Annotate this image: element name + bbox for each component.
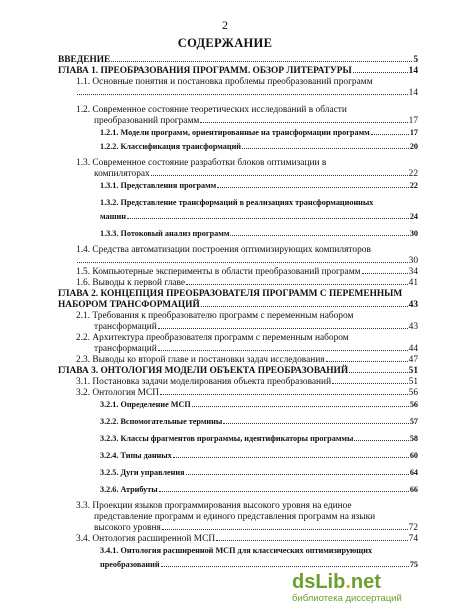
toc-page-number: 44 [408,344,418,354]
toc-entry[interactable] [58,278,418,289]
toc-leader-dots [158,350,408,351]
toc-leader-dots [192,406,409,407]
toc-entry-text: 1.3.3. Потоковый анализ программ [100,229,230,238]
toc-entry-text: 1.3.1. Представления программ [100,181,217,190]
toc-entry-text: 1.5. Компьютерные эксперименты в области преобразований программ [76,267,361,277]
toc-leader-dots [332,383,408,384]
toc-entry-text: преобразований [100,560,160,569]
toc-entry-text: 3.2.6. Атрибуты [100,485,158,494]
toc-entry-text: 1.2.1. Модели программ, ориентированные на трансформации программ [100,128,370,137]
toc-entry-text: трансформаций [94,344,157,354]
toc-leader-dots [77,262,408,263]
logo-brand: dsLib [292,571,346,593]
logo-dot: . [345,571,351,593]
toc-entry[interactable] [58,467,418,478]
toc-entry-text: высокого уровня [94,523,161,533]
toc-entry[interactable] [58,433,418,444]
toc-entry-text: 2.1. Требования к преобразователю программ с переменным набором [76,311,354,321]
toc-entry[interactable] [58,450,418,461]
toc-entry-text: 1.3. Современное состояние разработки блоков оптимизации в [76,158,327,168]
toc-entry-text: 3.1. Постановка задачи моделирования объекта преобразований [76,377,332,387]
toc-leader-dots [201,306,408,307]
toc-entry-text: машин [100,212,126,221]
toc-entry[interactable] [58,377,418,388]
toc-page-number: 75 [409,560,418,569]
toc-entry[interactable] [58,127,418,138]
toc-entry[interactable] [58,501,418,512]
toc-entry-text: 1.2.2. Классификация трансформаций [100,142,242,151]
toc-leader-dots [200,122,407,123]
toc-entry[interactable] [58,300,418,311]
toc-page-number: 72 [408,523,418,533]
toc-page-number: 14 [408,88,418,98]
toc-entry[interactable] [58,169,418,180]
toc-entry-text: 3.2.3. Классы фрагментов программы, идентификаторы программы [100,434,354,443]
toc-entry[interactable] [58,322,418,333]
toc-page-number: 20 [409,142,418,151]
toc-entry-text: 3.2.1. Определение МСП [100,400,191,409]
toc-entry-text: трансформаций [94,322,157,332]
toc-page-number: 14 [408,66,418,76]
toc-entry[interactable] [58,88,418,99]
toc-leader-dots [353,72,408,73]
toc-entry[interactable] [58,534,418,545]
toc-page-number: 41 [408,278,418,288]
toc-entry-text: 3.2.4. Типы данных [100,451,172,460]
logo-caption: библиотека диссертаций [292,593,402,604]
page-number: 2 [222,18,228,32]
toc-leader-dots [217,187,409,188]
toc-page-number: 24 [409,212,418,221]
toc-leader-dots [160,394,408,395]
toc-leader-dots [162,529,408,530]
toc-entry[interactable] [58,512,418,523]
table-of-contents [58,55,418,570]
toc-entry[interactable] [58,484,418,495]
toc-page-number: 43 [408,300,418,310]
toc-entry-text: ГЛАВА 2. КОНЦЕПЦИЯ ПРЕОБРАЗОВАТЕЛЯ ПРОГРАММ С ПЕРЕМЕННЫМ [58,289,403,299]
toc-entry-text: 3.2.2. Вспомогательные термины [100,417,223,426]
toc-page-number: 51 [408,366,418,376]
toc-leader-dots [127,218,409,219]
toc-page-number: 34 [408,267,418,277]
toc-page-number: 56 [408,388,418,398]
toc-leader-dots [230,235,408,236]
toc-entry-text: преобразований программ [94,116,200,126]
toc-entry-text: 3.3. Проекции языков программирования высокого уровня на единое [76,501,352,511]
toc-entry-text: 2.3. Выводы ко второй главе и постановки задач исследования [76,355,325,365]
toc-leader-dots [371,134,409,135]
toc-entry-text: 3.2.5. Дуги управления [100,468,185,477]
toc-entry-text: ГЛАВА 1. ПРЕОБРАЗОВАНИЯ ПРОГРАММ. ОБЗОР ЛИТЕРАТУРЫ [58,66,352,76]
toc-leader-dots [173,457,409,458]
toc-leader-dots [242,148,409,149]
toc-page-number: 58 [409,434,418,443]
toc-entry-text: компиляторах [94,169,150,179]
toc-entry[interactable] [58,66,418,77]
toc-page-number: 47 [408,355,418,365]
toc-page-number: 43 [408,322,418,332]
toc-entry-text: 1.6. Выводы к первой главе [76,278,186,288]
toc-page-number: 66 [409,485,418,494]
toc-entry[interactable] [58,105,418,116]
page-title: СОДЕРЖАНИЕ [177,36,273,50]
toc-entry[interactable] [58,289,418,300]
toc-entry[interactable] [58,180,418,191]
toc-entry[interactable] [58,559,418,570]
toc-entry-text: 2.2. Архитектура преобразователя программ с переменным набором [76,333,349,343]
toc-page-number: 56 [409,400,418,409]
logo-mark [292,572,450,592]
toc-entry[interactable] [58,245,418,256]
toc-entry[interactable] [58,344,418,355]
toc-entry-text: 1.1. Основные понятия и постановка проблемы преобразований программ [76,77,373,87]
toc-entry-text: представление программ и единого представления программ на языки [94,512,376,522]
toc-page-number: 57 [409,417,418,426]
toc-entry[interactable] [58,197,418,208]
toc-leader-dots [362,273,408,274]
toc-entry[interactable] [58,355,418,366]
toc-entry[interactable] [58,256,418,267]
toc-entry-text: НАБОРОМ ТРАНСФОРМАЦИЙ [58,300,200,310]
toc-page-number: 5 [413,55,418,65]
toc-leader-dots [186,284,408,285]
toc-entry[interactable] [58,158,418,169]
toc-leader-dots [223,423,409,424]
toc-page-number: 17 [409,128,418,137]
toc-entry[interactable] [58,267,418,278]
toc-entry[interactable] [58,366,418,377]
toc-leader-dots [354,440,408,441]
toc-page-number: 30 [408,256,418,266]
toc-leader-dots [151,175,408,176]
toc-entry[interactable] [58,141,418,152]
toc-entry[interactable] [58,523,418,534]
toc-page-number: 22 [408,169,418,179]
toc-page-number: 74 [408,534,418,544]
toc-page-number: 22 [409,181,418,190]
toc-entry-text: ГЛАВА 3. ОНТОЛОГИЯ МОДЕЛИ ОБЪЕКТА ПРЕОБРАЗОВАНИЙ [58,366,349,376]
toc-page-number: 51 [408,377,418,387]
toc-entry-text: ВВЕДЕНИЕ [58,55,111,65]
toc-entry[interactable] [58,399,418,410]
toc-page-number: 30 [409,229,418,238]
toc-entry[interactable] [58,333,418,344]
toc-leader-dots [216,540,407,541]
dslib-logo[interactable] [292,572,450,608]
toc-page-number: 17 [408,116,418,126]
toc-leader-dots [158,328,408,329]
toc-entry[interactable] [58,211,418,222]
logo-tld: net [350,571,381,593]
toc-entry-text: 3.2. Онтология МСП [76,388,159,398]
toc-page-number: 64 [409,468,418,477]
toc-entry[interactable] [58,116,418,127]
toc-leader-dots [349,372,407,373]
toc-entry[interactable] [58,545,418,556]
toc-leader-dots [186,474,409,475]
toc-entry[interactable] [58,55,418,66]
toc-entry-text: 3.4.1. Онтология расширенной МСП для классических оптимизирующих [100,546,373,555]
toc-leader-dots [161,566,409,567]
toc-entry[interactable] [58,228,418,239]
toc-entry[interactable] [58,77,418,88]
toc-page-number: 60 [409,451,418,460]
toc-entry-text: 1.4. Средства автоматизации построения оптимизирующих компиляторов [76,245,371,255]
toc-entry[interactable] [58,388,418,399]
toc-entry[interactable] [58,416,418,427]
toc-leader-dots [159,491,409,492]
toc-entry-text: 3.4. Онтология расширенной МСП [76,534,216,544]
toc-entry[interactable] [58,311,418,322]
toc-leader-dots [111,61,412,62]
toc-leader-dots [77,94,408,95]
toc-leader-dots [326,361,408,362]
toc-entry-text: 1.2. Современное состояние теоретических исследований в области [76,105,347,115]
toc-entry-text: 1.3.2. Представление трансформаций в реализациях трансформационных [100,198,374,207]
